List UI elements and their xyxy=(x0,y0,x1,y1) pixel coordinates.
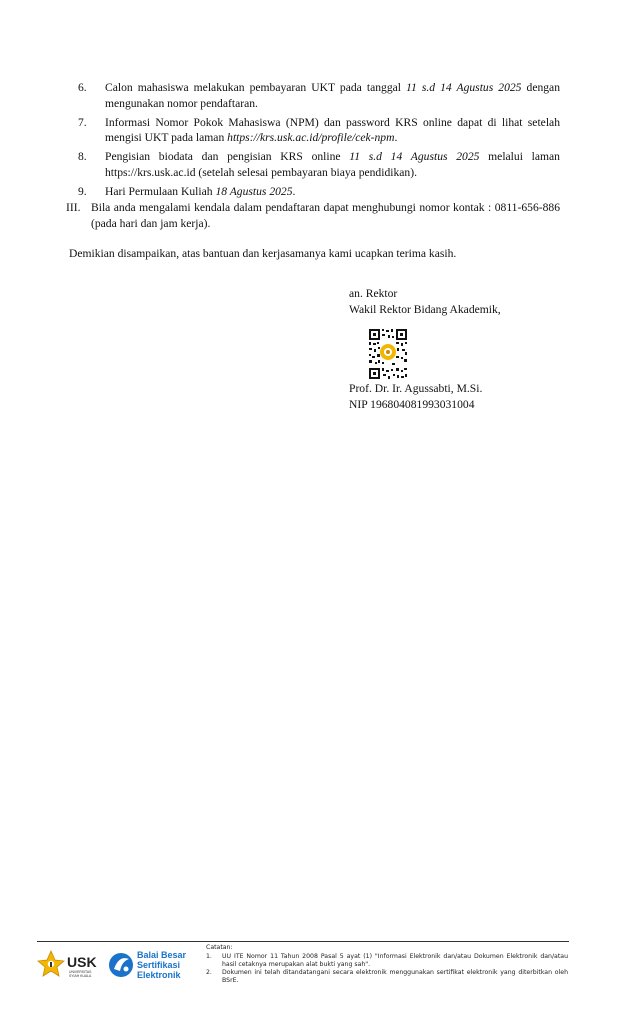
note-item xyxy=(206,969,568,985)
section-number: III. xyxy=(66,201,81,214)
note-number: 1. xyxy=(206,953,212,960)
svg-text:Sertifikasi: Sertifikasi xyxy=(137,960,181,970)
signatory-nip: NIP 196804081993031004 xyxy=(349,397,475,411)
svg-text:SYIAH KUALA: SYIAH KUALA xyxy=(69,974,92,978)
note-number: 2. xyxy=(206,969,212,976)
numbered-list xyxy=(78,80,560,203)
section-three xyxy=(66,200,560,231)
svg-text:USK: USK xyxy=(67,954,97,970)
list-item-number: 6. xyxy=(78,81,87,94)
list-item-number: 8. xyxy=(78,150,87,163)
signatory-name: Prof. Dr. Ir. Agussabti, M.Si. xyxy=(349,382,483,395)
list-item-text: Calon mahasiswa melakukan pembayaran UKT pada tanggal 11 s.d 14 Agustus 2025 dengan mengunakan nomor pendaftaran. xyxy=(105,81,560,110)
closing-paragraph: Demikian disampaikan, atas bantuan dan kerjasamanya kami ucapkan terima kasih. xyxy=(69,247,457,260)
svg-text:Balai Besar: Balai Besar xyxy=(137,950,187,960)
note-text: UU ITE Nomor 11 Tahun 2008 Pasal 5 ayat (1) "Informasi Elektronik dan/atau Dokumen Elektronik dan/atau hasil cetaknya merupakan alat bukti yang sah". xyxy=(222,953,568,968)
list-item-text: Informasi Nomor Pokok Mahasiswa (NPM) dan password KRS online dapat di lihat setelah mengisi UKT pada laman https://krs.usk.ac.id/profile/cek-npm. xyxy=(105,115,560,144)
svg-text:UNIVERSITAS: UNIVERSITAS xyxy=(69,970,92,974)
list-item xyxy=(78,80,560,111)
signature-position: Wakil Rektor Bidang Akademik, xyxy=(349,302,501,316)
usk-logo xyxy=(36,948,106,982)
note-text: Dokumen ini telah ditandatangani secara elektronik menggunakan sertifikat elektronik yang diterbitkan oleh BSrE. xyxy=(222,969,568,984)
list-item xyxy=(78,115,560,146)
list-item-text: Pengisian biodata dan pengisian KRS online 11 s.d 14 Agustus 2025 melalui laman https://krs.usk.ac.id (setelah selesai pembayaran biaya pendidikan). xyxy=(105,150,560,179)
footer-notes xyxy=(206,944,568,985)
notes-title: Catatan: xyxy=(206,944,233,951)
bsre-logo xyxy=(107,947,197,983)
svg-text:Elektronik: Elektronik xyxy=(137,970,181,980)
list-item-text: Hari Permulaan Kuliah 18 Agustus 2025. xyxy=(105,184,296,198)
list-item xyxy=(78,184,560,200)
list-item-number: 7. xyxy=(78,115,87,129)
footer-divider xyxy=(37,941,569,942)
list-item xyxy=(78,149,560,180)
section-text: Bila anda mengalami kendala dalam pendaftaran dapat menghubungi nomor kontak : 0811-656-886 (pada hari dan jam kerja). xyxy=(91,201,560,230)
list-item-number: 9. xyxy=(78,184,87,198)
qr-code-icon xyxy=(368,328,408,380)
note-item xyxy=(206,953,568,969)
signature-on-behalf: an. Rektor xyxy=(349,287,398,300)
bsre-emblem-icon xyxy=(109,953,133,977)
usk-emblem-icon xyxy=(38,951,64,976)
